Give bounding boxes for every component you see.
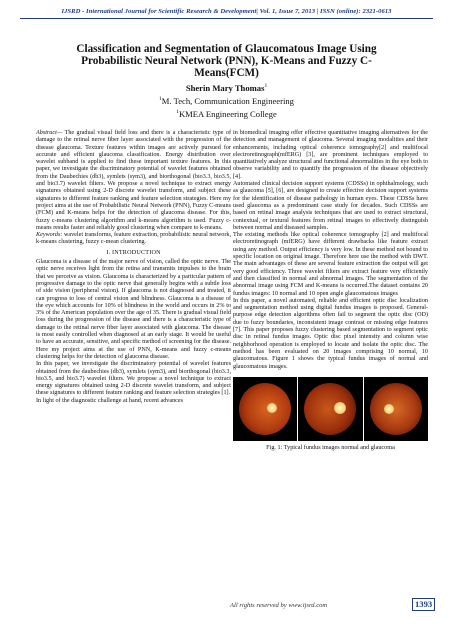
body-paragraph: In light of the diagnostic challenge at hand, recent advances: [36, 397, 183, 404]
right-column: [233, 130, 428, 451]
fundus-image-glaucoma: [298, 377, 362, 441]
body-paragraph: In this paper, we investigate the discriminatory potential of wavelet features obtained from the daubechies (db3), symlets (sym3), and biorthogonal (bio3.3, bio3.5, and bio3.7) wavelet filters. We propose a novel technique to extract energy signatures obtained using 2-D discrete wavelet transform, and subject these signatures to different feature ranking and feature selection strategies [1].: [36, 361, 231, 397]
author-line: [20, 81, 433, 94]
page-number: 1393: [412, 598, 435, 611]
abstract-label: Abstract—: [36, 130, 63, 136]
body-paragraph: Glaucoma is a disease of the major nerve of vision, called the optic nerve. The optic nerve receives light from the retina and transmits impulses to the brain that we perceive as vision. Glaucoma is characterized by a particular pattern of progressive damage to the optic nerve that generally begins with a subtle loss of side vision (peripheral vision). If glaucoma is not diagnosed and treated, it can progress to loss of central vision and blindness. Glaucoma is a disease of the eye which accounts for 10% of blindness in the world and occurs in 2% to 3% of the American population over the age of 35. There is gradual visual field loss during the progression of the disease and there is a characteristic type of damage to the retinal nerve fiber layer associated with glaucoma. The disease is most easily controlled when diagnosed at an early stage. It would be useful to have an accurate, sensitive, and specific method of screening for the disease. Here my project aims at the use of PNN, K-means and fuzzy c-means clustering helps for the detection of glaucoma disease.: [36, 259, 231, 360]
affiliation-line: [20, 107, 433, 120]
affiliation-text: KMEA Engineering College: [178, 108, 277, 119]
section-heading-introduction: I. INTRODUCTION: [106, 249, 161, 256]
author-sup: 1: [264, 83, 268, 89]
body-paragraph: In this paper, a novel automated, reliable and efficient optic disc localization and segmentation method using digital fundus images is proposed. General-purpose edge detection algorithms often fail to segment the optic disc (OD) due to fuzzy boundaries, inconsistent image contrast or missing edge features [7]. This paper proposes fuzzy clustering based segmentation to segment optic disc in retinal fundus images. Optic disc pixel intensity and column wise neighborhood operation is employed to locate and isolate the optic disc. The method has been evaluated on 20 images comprising 10 normal, 10 glaucomatous. Figure 1 shows the typical fundus images of normal and glaucomatous images.: [233, 297, 428, 370]
fundus-image-normal: [233, 377, 297, 441]
header-divider: [20, 18, 433, 19]
author-block: [20, 81, 433, 120]
figure-caption: Fig. 1: Typical fundus images normal and glaucoma: [266, 443, 395, 451]
keywords-label: Keywords:: [36, 232, 63, 239]
left-column: [36, 130, 231, 405]
body-paragraph: in biomedical imaging offer effective quantitative imaging alternatives for the detection and management of glaucoma. Several imaging modalities and their enhancements, including optical coherence tomography[2] and multifocal electroretinograph(mfERG) [3], are prominent techniques employed to quantitatively analyze structural and functional abnormalities in the eye both to observe variability and to quantify the progression of the disease objectively [4].: [233, 130, 428, 180]
figure-fundus-images: [233, 377, 428, 441]
body-paragraph: Automated clinical decision support systems (CDSSs) in ophthalmology, such as glaucoma [5], [6], are designed to create effective decision support systems for the identification of disease pathology in human eyes. These CDSSs have used glaucoma as a predominant case study for decades. Such CDSSs are based on retinal image analysis techniques that are used to extract structural, contextual, or textural features from retinal images to effectively distinguish between normal and diseased samples.: [233, 181, 428, 231]
abstract-text: The gradual visual field loss and there is a characteristic type of damage to the retinal nerve fiber layer associated with the progression of the disease glaucoma. Texture features within images are actively pursued for accurate and efficient glaucoma classification. Energy distribution over wavelet subband is applied to find these important texture features. In this paper, we investigate the discriminatory potential of wavelet features obtained from the Daubechies (db3), symlets (sym3), and biorthogonal (bio3.3, bio3.5, and bio3.7) wavelet filters. We propose a novel technique to extract energy signatures obtained using 2-D discrete wavelet transform, and subject these signatures to different feature ranking and feature selection strategies. Here my project aims at the use of Probabilistic Neural Network (PNN), Fuzzy C-means (FCM) and K-means helps for the detection of glaucoma disease. For this, fuzzy c-means clustering algorithm and k-means algorithm is used. Fuzzy c-means results faster and reliably good clustering when compare to k-means.: [36, 130, 231, 231]
affiliation-sup: 1: [176, 108, 179, 115]
footer-rights: All rights reserved by www.ijsrd.com: [230, 602, 328, 609]
author-name: Sherin Mary Thomas: [185, 82, 265, 93]
keywords-text: wavelet transforms, feature extraction, probabilistic neural network, k-means clustering, fuzzy c-mean clustering.: [36, 232, 231, 246]
affiliation-line: [20, 94, 433, 107]
journal-header: IJSRD - International Journal for Scientific Research & Development| Vol. 1, Issue 7, 2013 | ISSN (online): 2321-0613: [61, 8, 392, 15]
body-paragraph: The existing methods like optical coherence tomography [2] and multifocal electroretinograph (mfERG) have different drawbacks like feature extract using any method. Output efficiency is very low. In these method not bound to specific location on original image. Therefore here use the method with DWT. The main advantages of these are several feature extraction the output will get very good efficiency. Three wavelet filters are extract feature very efficiently and then classified in normal and abnormal images. The segmentation of the abnormal image using FCM and K-means is occurred.The dataset contains 20 fundus images: 10 normal and 10 open angle glaucomatous images: [233, 232, 428, 297]
keywords: [36, 232, 231, 247]
affiliation-text: M. Tech, Communication Engineering: [161, 95, 294, 106]
abstract: [36, 130, 231, 232]
affiliation-sup: 1: [159, 95, 162, 102]
fundus-image-glaucoma: [364, 377, 428, 441]
paper-title: Classification and Segmentation of Glaucomatous Image Using Probabilistic Neural Network (PNN), K-Means and Fuzzy C-Means(FCM): [76, 43, 377, 80]
